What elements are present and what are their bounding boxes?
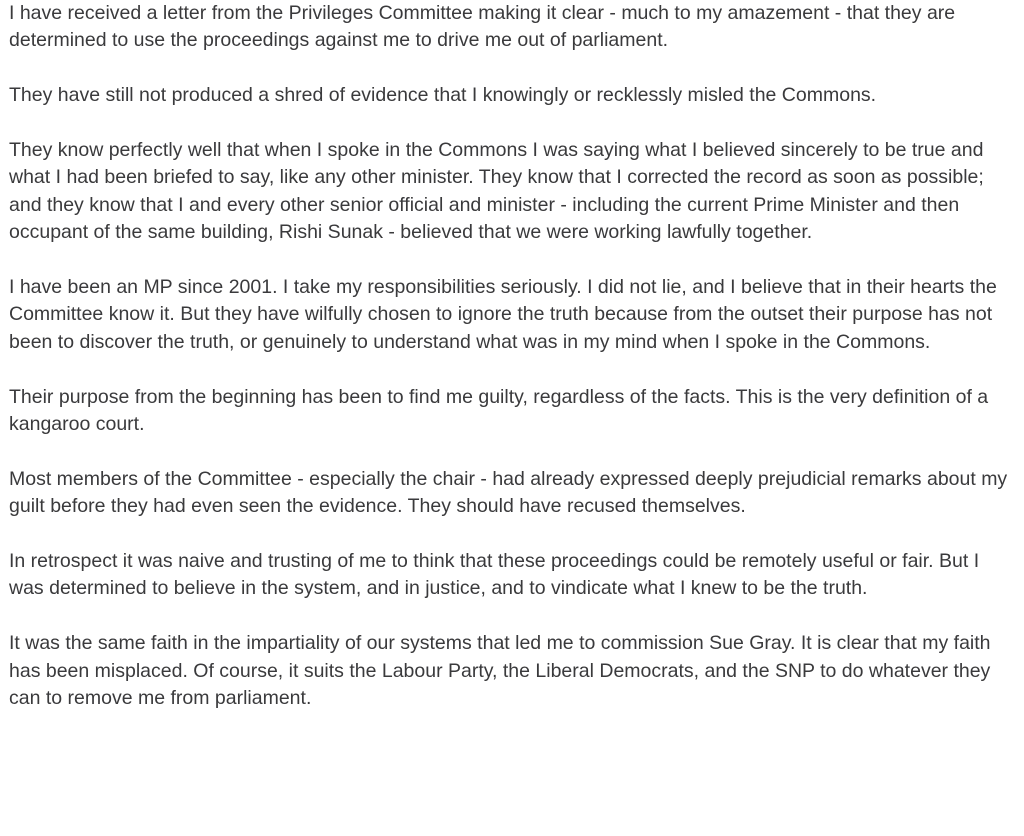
paragraph: They know perfectly well that when I spoke in the Commons I was saying what I believed sincerely to be true and what I had been briefed to say, like any other minister. They know that I corrected the record as soon as possible; and they know that I and every other senior official and minister - including the current Prime Minister and then occupant of the same building, Rishi Sunak - believed that we were working lawfully together. [9, 139, 984, 244]
paragraph: I have been an MP since 2001. I take my responsibilities seriously. I did not lie, and I believe that in their hearts the Committee know it. But they have wilfully chosen to ignore the truth because from the outset their purpose has not been to discover the truth, or genuinely to understand what was in my mind when I spoke in the Commons. [9, 276, 997, 353]
paragraph: Their purpose from the beginning has been to find me guilty, regardless of the facts. This is the very definition of a kangaroo court. [9, 385, 989, 436]
paragraph: Most members of the Committee - especially the chair - had already expressed deeply prejudicial remarks about my guilt before they had even seen the evidence. They should have recused themselves. [9, 467, 1008, 518]
paragraph: They have still not produced a shred of evidence that I knowingly or recklessly misled the Commons. [9, 84, 877, 107]
paragraph: It was the same faith in the impartiality of our systems that led me to commission Sue Gray. It is clear that my faith has been misplaced. Of course, it suits the Labour Party, the Liberal Democrats, and the SNP to do whatever they can to remove me from parliament. [9, 632, 991, 710]
paragraph: In retrospect it was naive and trusting of me to think that these proceedings could be remotely useful or fair. But I was determined to believe in the system, and in justice, and to vindicate what I knew to be the truth. [9, 550, 980, 600]
paragraph: I have received a letter from the Privileges Committee making it clear - much to my amazement - that they are determined to use the proceedings against me to drive me out of parliament. [9, 2, 956, 52]
